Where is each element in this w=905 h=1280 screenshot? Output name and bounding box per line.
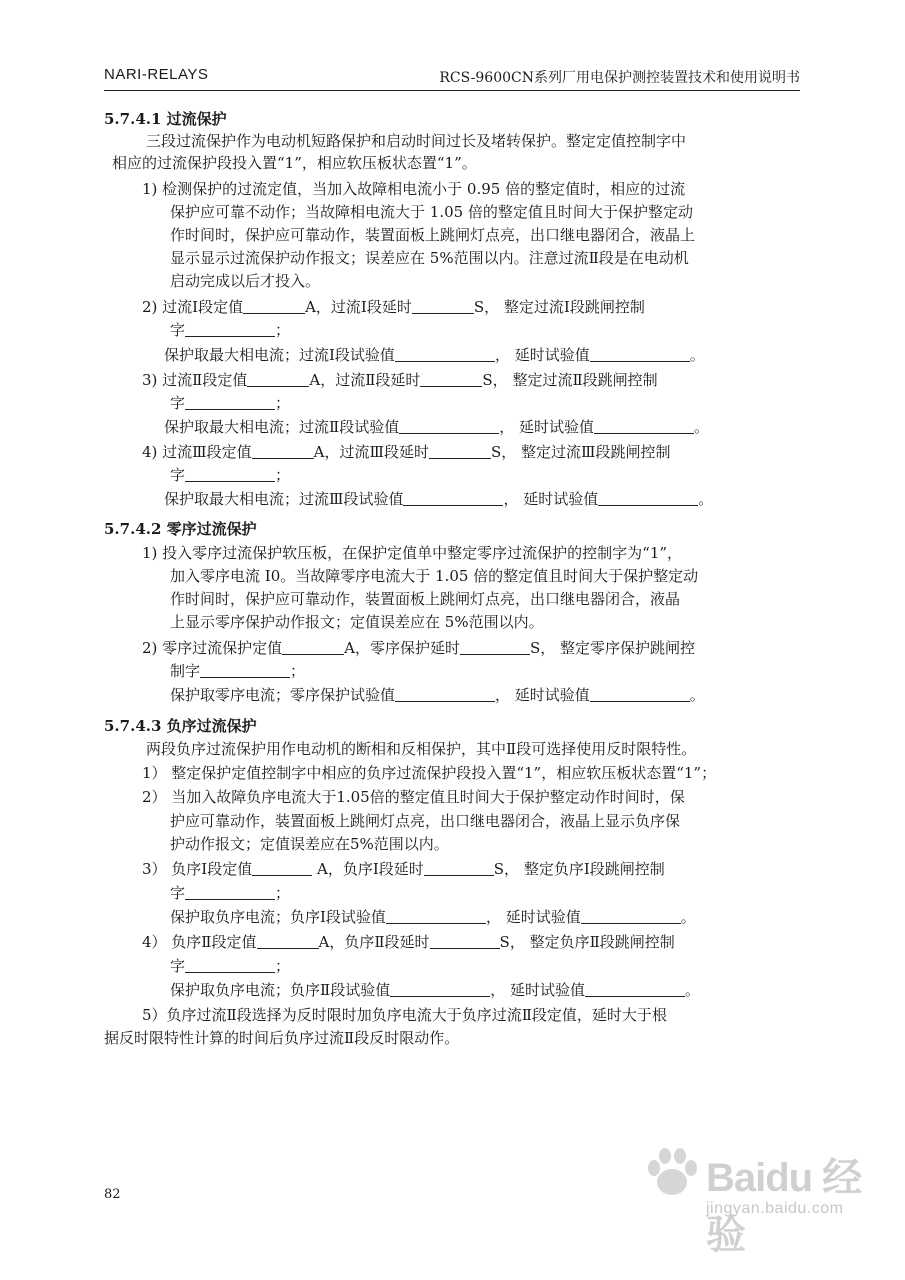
baidu-watermark — [640, 1140, 870, 1257]
fill-blank-test-value[interactable] — [403, 490, 503, 506]
list-item-line: 制字 ； — [170, 662, 306, 680]
fill-blank-test-value[interactable] — [386, 908, 486, 924]
fill-blank-control-word[interactable] — [185, 321, 275, 337]
fill-blank-delay-test[interactable] — [590, 346, 690, 362]
fill-blank-control-word[interactable] — [185, 466, 275, 482]
list-item-line: 护应可靠动作，装置面板上跳闸灯点亮，出口继电器闭合，液晶上显示负序保 — [170, 812, 681, 830]
list-item-line: 3） 负序Ⅰ段定值 A，负序Ⅰ段延时 S， 整定负序Ⅰ段跳闸控制 — [142, 860, 665, 878]
fill-blank-control-word[interactable] — [185, 394, 275, 410]
list-item-line: 保护取最大相电流；过流Ⅲ段试验值 ， 延时试验值 。 — [164, 490, 714, 508]
watermark-brand: Baidu 经验 — [706, 1156, 862, 1257]
list-item-line: 保护取负序电流；负序Ⅰ段试验值 ， 延时试验值 。 — [170, 908, 696, 926]
list-item-line: 字 ； — [170, 466, 291, 484]
paragraph-line: 5）负序过流Ⅱ段选择为反时限时加负序电流大于负序过流Ⅱ段定值，延时大于根 — [142, 1006, 667, 1024]
fill-blank-setting[interactable] — [252, 860, 312, 876]
list-item-line: 保护取负序电流；负序Ⅱ段试验值 ， 延时试验值 。 — [170, 981, 700, 999]
list-item-line: 3) 过流Ⅱ段定值 A，过流Ⅱ段延时 S， 整定过流Ⅱ段跳闸控制 — [142, 371, 658, 389]
list-item-line: 上显示零序保护动作报文；定值误差应在 5%范围以内。 — [170, 613, 544, 631]
fill-blank-setting[interactable] — [257, 933, 319, 949]
fill-blank-control-word[interactable] — [200, 662, 290, 678]
page-header — [104, 66, 800, 91]
fill-blank-delay[interactable] — [420, 371, 482, 387]
paragraph-line: 两段负序过流保护用作电动机的断相和反相保护，其中Ⅱ段可选择使用反时限特性。 — [146, 740, 697, 758]
paragraph-line: 三段过流保护作为电动机短路保护和启动时间过长及堵转保护。整定定值控制字中 — [146, 132, 687, 150]
fill-blank-setting[interactable] — [243, 298, 305, 314]
list-item-line: 1) 检测保护的过流定值，当加入故障相电流小于 0.95 倍的整定值时，相应的过流 — [142, 180, 686, 198]
list-item-line: 保护取最大相电流；过流Ⅱ段试验值 ， 延时试验值 。 — [164, 418, 709, 436]
paragraph-line: 据反时限特性计算的时间后负序过流Ⅱ段反时限动作。 — [104, 1029, 460, 1047]
list-item-line: 护动作报文；定值误差应在5%范围以内。 — [170, 835, 449, 853]
fill-blank-control-word[interactable] — [185, 957, 275, 973]
fill-blank-delay-test[interactable] — [581, 908, 681, 924]
section-title-negative-sequence: 5.7.4.3 负序过流保护 — [104, 717, 257, 735]
fill-blank-test-value[interactable] — [395, 686, 495, 702]
list-item-line: 1) 投入零序过流保护软压板，在保护定值单中整定零序过流保护的控制字为“1”， — [142, 544, 683, 562]
list-item-line: 2) 零序过流保护定值 A，零序保护延时 S， 整定零序保护跳闸控 — [142, 639, 696, 657]
list-item-line: 4) 过流Ⅲ段定值 A，过流Ⅲ段延时 S， 整定过流Ⅲ段跳闸控制 — [142, 443, 671, 461]
section-title-overcurrent: 5.7.4.1 过流保护 — [104, 110, 227, 128]
paragraph-line: 相应的过流保护段投入置“1”，相应软压板状态置“1”。 — [112, 154, 477, 172]
fill-blank-delay[interactable] — [430, 933, 500, 949]
fill-blank-delay[interactable] — [424, 860, 494, 876]
fill-blank-setting[interactable] — [252, 443, 314, 459]
list-item-line: 显示显示过流保护动作报文；误差应在 5%范围以内。注意过流Ⅱ段是在电动机 — [170, 249, 689, 267]
paw-icon — [640, 1140, 704, 1204]
list-item-line: 2） 当加入故障负序电流大于1.05倍的整定值且时间大于保护整定动作时间时，保 — [142, 788, 685, 806]
section-title-zero-sequence: 5.7.4.2 零序过流保护 — [104, 520, 257, 538]
header-company: NARI-RELAYS — [104, 66, 209, 83]
fill-blank-setting[interactable] — [282, 639, 344, 655]
fill-blank-delay[interactable] — [460, 639, 530, 655]
list-item-line: 4） 负序Ⅱ段定值 A，负序Ⅱ段延时 S， 整定负序Ⅱ段跳闸控制 — [142, 933, 675, 951]
fill-blank-setting[interactable] — [247, 371, 309, 387]
list-item-line: 字 ； — [170, 957, 291, 975]
fill-blank-delay-test[interactable] — [590, 686, 690, 702]
list-item-line: 启动完成以后才投入。 — [170, 272, 321, 290]
fill-blank-delay-test[interactable] — [598, 490, 698, 506]
list-item-line: 字 ； — [170, 394, 291, 412]
fill-blank-delay[interactable] — [412, 298, 474, 314]
list-item-line: 作时间时，保护应可靠动作，装置面板上跳闸灯点亮，出口继电器闭合，液晶上 — [170, 226, 696, 244]
fill-blank-test-value[interactable] — [399, 418, 499, 434]
list-item-line: 保护应可靠不动作；当故障相电流大于 1.05 倍的整定值且时间大于保护整定动 — [170, 203, 693, 221]
watermark-url: jingyan.baidu.com — [706, 1200, 844, 1217]
list-item-line: 字 ； — [170, 321, 291, 339]
fill-blank-delay-test[interactable] — [585, 981, 685, 997]
list-item-line: 加入零序电流 I0。当故障零序电流大于 1.05 倍的整定值且时间大于保护整定动 — [170, 567, 699, 585]
list-item-line: 1） 整定保护定值控制字中相应的负序过流保护段投入置“1”，相应软压板状态置“1”； — [142, 764, 717, 782]
page-number: 82 — [104, 1187, 121, 1202]
fill-blank-test-value[interactable] — [390, 981, 490, 997]
fill-blank-delay[interactable] — [429, 443, 491, 459]
list-item-line: 2) 过流Ⅰ段定值 A，过流Ⅰ段延时 S， 整定过流Ⅰ段跳闸控制 — [142, 298, 645, 316]
list-item-line: 作时间时，保护应可靠动作，装置面板上跳闸灯点亮，出口继电器闭合，液晶 — [170, 590, 681, 608]
fill-blank-control-word[interactable] — [185, 884, 275, 900]
header-manual-title: RCS-9600CN系列厂用电保护测控装置技术和使用说明书 — [439, 70, 800, 86]
list-item-line: 保护取最大相电流；过流Ⅰ段试验值 ， 延时试验值 。 — [164, 346, 705, 364]
list-item-line: 字 ； — [170, 884, 291, 902]
fill-blank-delay-test[interactable] — [594, 418, 694, 434]
list-item-line: 保护取零序电流；零序保护试验值 ， 延时试验值 。 — [170, 686, 705, 704]
fill-blank-test-value[interactable] — [395, 346, 495, 362]
